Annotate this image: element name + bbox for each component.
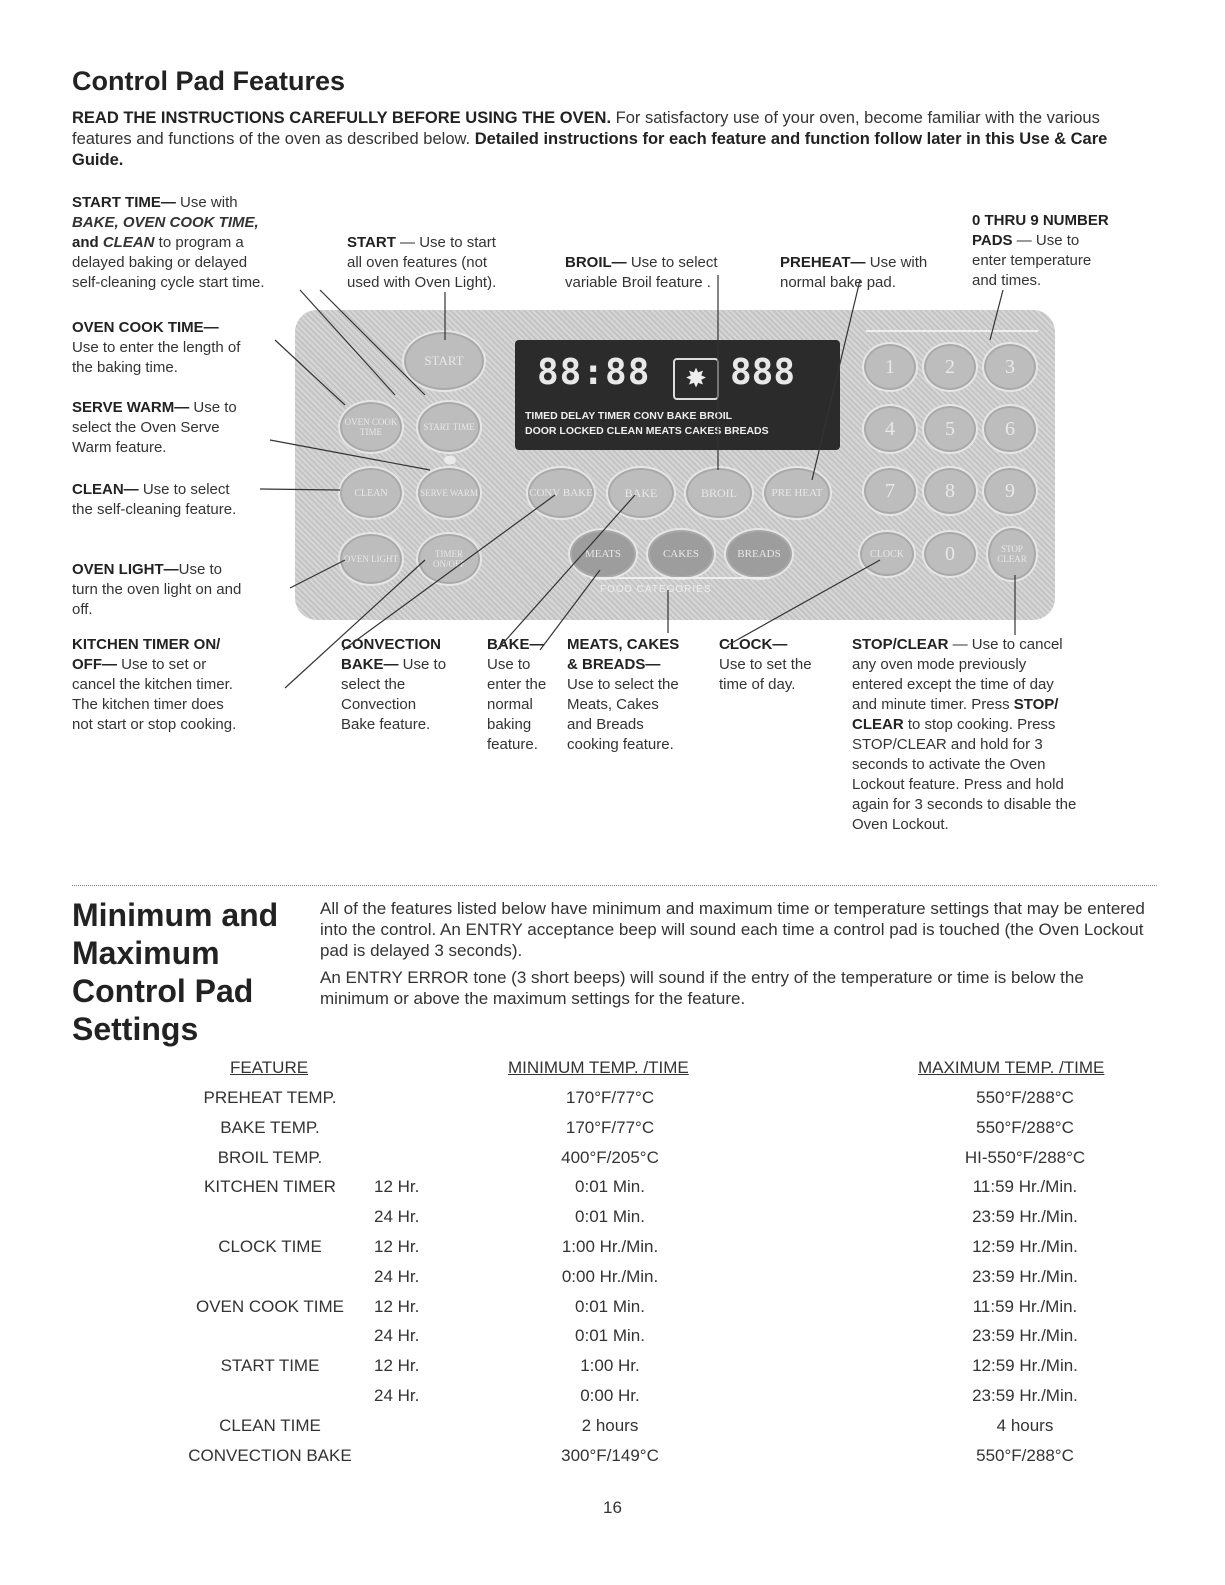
label-text: to stop cooking. Press [903,716,1056,733]
intro-bold-1: READ THE INSTRUCTIONS CAREFULLY BEFORE USING THE OVEN. [72,109,612,127]
label-head: STOP/ [1013,696,1059,713]
callout-lines [0,0,1225,700]
label-text: used with Oven Light). [347,274,497,291]
table-cell-min: 170°F/77°C [565,1088,655,1107]
callout-line [320,290,425,395]
table-cell-max: 550°F/288°C [976,1117,1074,1137]
preheat-button[interactable]: PRE HEAT [762,466,832,520]
table-cell-mode: 24 Hr. [374,1326,420,1346]
section-title-line: Control Pad [72,973,254,1009]
page-title: Control Pad Features [72,66,346,96]
callout-line [990,290,1003,340]
display-digits-right: 888 [730,352,796,393]
label-text: cancel the kitchen timer. [72,676,233,693]
display-indicators-row1: TIMED DELAY TIMER CONV BAKE BROIL [525,410,733,422]
label-head: START TIME— [72,194,176,211]
table-cell-min: 1:00 Hr./Min. [561,1237,659,1256]
table-cell-max: 11:59 Hr./Min. [972,1296,1078,1316]
label-head: CLOCK— [719,636,788,653]
number-pad-2[interactable]: 2 [922,342,978,392]
table-header-max: MAXIMUM TEMP. /TIME [918,1058,1105,1077]
label-text: baking [487,716,532,733]
clean-button[interactable]: CLEAN [338,466,404,520]
callout-line [260,489,340,490]
table-cell-min: 0:00 Hr. [580,1386,640,1405]
label-text: — Use to start [395,234,496,251]
clock-button[interactable]: CLOCK [858,530,916,578]
table-cell-min: 0:01 Min. [575,1207,645,1227]
label-head: START [347,234,396,251]
label-text: normal bake pad. [780,274,896,291]
table-cell-min: 300°F/149°C [561,1445,659,1465]
oven-cook-time-button[interactable]: OVEN COOK TIME [338,400,404,454]
start-button[interactable]: START [402,330,486,392]
label-head: 0 THRU 9 NUMBER [972,212,1109,229]
cakes-button[interactable]: CAKES [646,528,716,580]
label-text: to program a [154,234,244,251]
number-pad-3[interactable]: 3 [982,342,1038,392]
label-text: cooking feature. [567,736,674,753]
label-text: Use to set the [719,656,812,673]
section-title-line: Settings [72,1011,199,1047]
label-text: the self-cleaning feature. [72,501,237,518]
label-text: turn the oven light on and [72,581,242,598]
table-cell-min: 0:01 Min. [575,1326,645,1346]
section-divider [72,885,1157,886]
label-head: MEATS, CAKES [567,636,680,653]
broil-button[interactable]: BROIL [684,466,754,520]
table-cell-mode: 24 Hr. [374,1207,420,1227]
label-text: Use to set or [117,656,207,673]
label-head: OFF— [72,656,117,673]
section-title-line: Maximum [72,935,220,971]
number-pad-8[interactable]: 8 [922,466,978,516]
label-text: Use to select [138,481,230,498]
label-text: Convection [341,696,417,713]
label-text: Use to [487,656,531,673]
table-header-feature: FEATURE [230,1058,309,1077]
meats-button[interactable]: MEATS [568,528,638,580]
callout-line [497,495,635,650]
table-cell-max: HI-550°F/288°C [964,1147,1086,1167]
table-cell-min: 0:00 Hr./Min. [561,1266,659,1286]
table-cell-max: 550°F/288°C [976,1088,1074,1107]
table-cell-max: 12:59 Hr./Min. [972,1356,1078,1376]
label-head: BAKE— [487,636,545,653]
label-text: Use to [178,561,223,578]
label-text: Oven Lockout. [852,816,949,833]
section-paragraph: All of the features listed below have minimum and maximum time or temperature settings that may be entered into the control. An ENTRY acceptance beep will sound each time a control pad is touched (the Oven Lockout pad is delayed 3 seconds). [320,899,1145,960]
label-text: — Use to cancel [948,636,1063,653]
callout-line [728,560,880,645]
label-text: delayed baking or delayed [72,254,248,271]
label-head: CLEAR [852,716,904,733]
label-text: Bake feature. [341,716,431,733]
label-head: OVEN COOK TIME— [72,319,219,336]
label-text: time of day. [719,676,796,693]
label-text: seconds to activate the Oven [852,756,1046,773]
display-indicators-row2: DOOR LOCKED CLEAN MEATS CAKES BREADS [525,425,769,437]
table-cell-min: 2 hours [581,1415,639,1435]
label-text: any oven mode previously [852,656,1027,673]
label-text: STOP/CLEAR and hold for 3 [852,736,1043,753]
display-digits-left: 88:88 [537,352,651,393]
table-cell-mode: 12 Hr. [374,1237,420,1256]
label-text: Use to [189,399,237,416]
label-text: Use with [175,194,238,211]
intro-text: For satisfactory use of your oven, become familiar with the various features and functions of the oven as described below. [72,109,1100,148]
label-head: KITCHEN TIMER ON/ [72,636,221,653]
table-cell-mode: 12 Hr. [374,1356,420,1376]
timer-on-off-button[interactable]: TIMER ON/OFF [416,532,482,586]
stop-clear-button[interactable]: STOP CLEAR [986,526,1038,582]
label-head: PREHEAT— [780,254,866,271]
label-head: CONVECTION [341,636,442,653]
label-text: and Breads [567,716,644,733]
number-pad-4[interactable]: 4 [862,404,918,454]
number-pad-5[interactable]: 5 [922,404,978,454]
table-cell-max: 23:59 Hr./Min. [972,1207,1078,1227]
label-head: CLEAN— [72,481,139,498]
callout-line [290,560,345,588]
table-cell-feature: OVEN COOK TIME [196,1296,344,1316]
label-text: Warm feature. [72,439,167,456]
section-title-line: Minimum and [72,897,279,933]
label-head: SERVE WARM— [72,399,190,416]
fan-icon: ✸ [673,358,719,400]
table-cell-max: 12:59 Hr./Min. [972,1237,1078,1256]
number-pad-9[interactable]: 9 [982,466,1038,516]
label-text: the baking time. [72,359,178,376]
serve-warm-button[interactable]: SERVE WARM [416,466,482,520]
label-text: not start or stop cooking. [72,716,237,733]
table-cell-feature: CLOCK TIME [218,1237,322,1256]
table-cell-mode: 24 Hr. [374,1266,420,1286]
number-pad-6[interactable]: 6 [982,404,1038,454]
start-time-button[interactable]: START TIME [416,400,482,454]
table-cell-feature: BROIL TEMP. [217,1147,323,1167]
table-cell-feature: START TIME [220,1356,320,1376]
table-cell-mode: 12 Hr. [374,1296,420,1316]
label-head: BAKE— [341,656,399,673]
table-cell-min: 1:00 Hr. [580,1356,640,1376]
label-text: Use to [398,656,447,673]
callout-line [275,340,345,405]
label-text: Meats, Cakes [567,696,659,713]
breads-button[interactable]: BREADS [724,528,794,580]
section-text [320,898,1150,1015]
table-cell-feature: PREHEAT TEMP. [203,1088,337,1107]
table-cell-min: 0:01 Min. [575,1296,645,1316]
label-italic: CLEAN [102,234,155,251]
callout-line [300,290,395,395]
table-cell-mode: 12 Hr. [374,1177,420,1197]
label-text: — Use to [1012,232,1080,249]
label-text: Use to select [626,254,718,271]
label-text: The kitchen timer does [72,696,224,713]
callout-line [540,570,600,650]
table-cell-max: 23:59 Hr./Min. [972,1326,1078,1346]
table-cell-min: 400°F/205°C [561,1147,659,1167]
table-cell-feature: CLEAN TIME [219,1415,321,1435]
callout-line [343,495,555,650]
label-head: BROIL— [565,254,627,271]
table-cell-max: 11:59 Hr./Min. [972,1177,1078,1197]
oven-light-button[interactable]: OVEN LIGHT [338,532,404,586]
table-cell-mode: 24 Hr. [374,1386,420,1405]
label-text: variable Broil feature . [565,274,711,291]
table-header-min: MINIMUM TEMP. /TIME [508,1058,689,1077]
section-title [72,896,278,1048]
callout-line [270,440,430,470]
label-text: Use to enter the length of [72,339,241,356]
label-italic: BAKE, OVEN COOK TIME, [72,214,259,231]
label-text: select the [341,676,406,693]
label-text: Use with [865,254,928,271]
label-text: again for 3 seconds to disable the [852,796,1077,813]
label-text: select the Oven Serve [72,419,220,436]
label-head: PADS [972,232,1013,249]
page-number: 16 [603,1498,622,1517]
table-cell-max: 23:59 Hr./Min. [972,1266,1078,1286]
table-cell-max: 550°F/288°C [976,1445,1074,1465]
section-paragraph: An ENTRY ERROR tone (3 short beeps) will sound if the entry of the temperature or time is below the minimum or above the maximum settings for the feature. [320,968,1084,1008]
label-text: all oven features (not [347,254,488,271]
table-cell-max: 23:59 Hr./Min. [972,1386,1078,1405]
label-head: STOP/CLEAR [852,636,949,653]
label-head: and [72,234,103,251]
table-cell-min: 0:01 Min. [575,1177,645,1197]
label-text: Use to select the [567,676,679,693]
label-text: enter temperature [972,252,1092,269]
label-text: and minute timer. Press [852,696,1014,713]
label-text: off. [72,601,93,618]
label-text: entered except the time of day [852,676,1054,693]
food-categories-label: FOOD CATEGORIES [600,584,712,595]
callout-line [812,280,860,480]
label-text: feature. [487,736,538,753]
label-text: normal [487,696,533,713]
bake-button[interactable]: BAKE [606,466,676,520]
table-cell-min: 170°F/77°C [565,1117,655,1137]
conv-bake-button[interactable]: CONV BAKE [526,466,596,520]
table-cell-feature: CONVECTION BAKE [188,1445,352,1465]
table-cell-max: 4 hours [996,1415,1054,1435]
label-text: and times. [972,272,1042,289]
number-pad-1[interactable]: 1 [862,342,918,392]
label-text: Lockout feature. Press and hold [852,776,1064,793]
table-cell-feature: BAKE TEMP. [220,1117,320,1137]
number-pad-7[interactable]: 7 [862,466,918,516]
label-text: self-cleaning cycle start time. [72,274,265,291]
label-text: enter the [487,676,547,693]
label-head: & BREADS— [567,656,661,673]
intro-bold-2: Detailed instructions for each feature and function follow later in this Use & Care Guide. [72,130,1108,169]
table-cell-feature: KITCHEN TIMER [204,1177,336,1197]
label-head: OVEN LIGHT— [72,561,179,578]
number-pad-0[interactable]: 0 [922,530,978,578]
